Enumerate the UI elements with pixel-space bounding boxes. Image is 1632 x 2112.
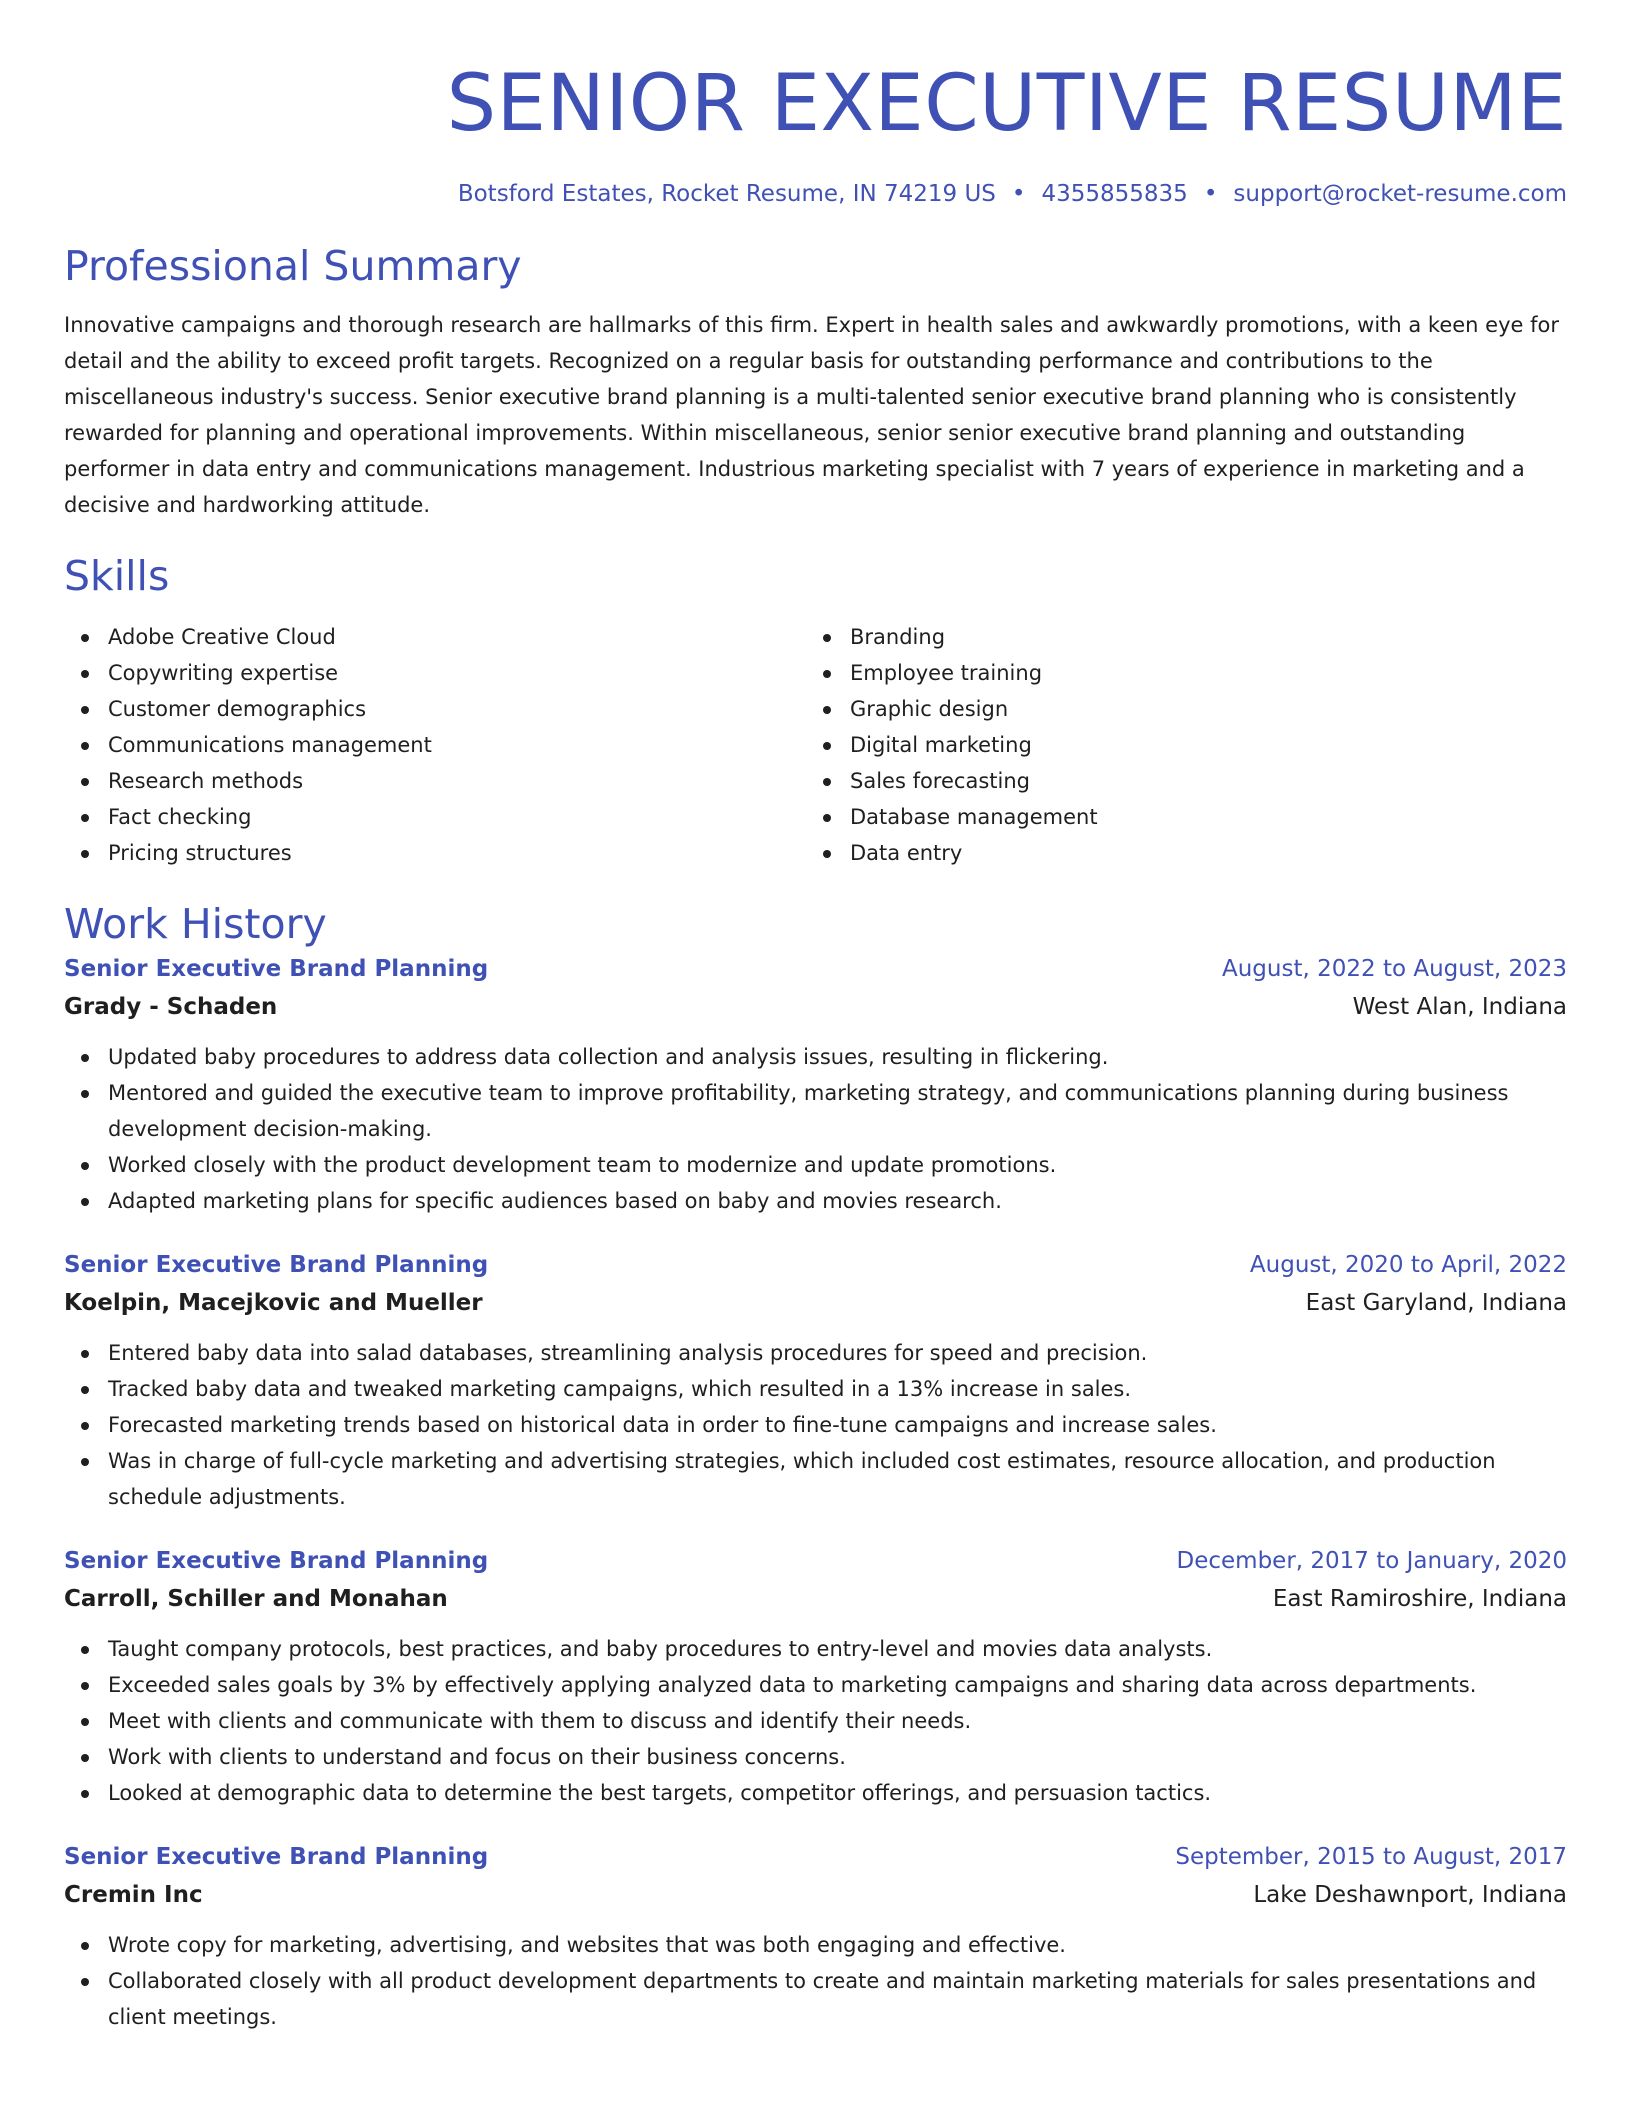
job-company: Cremin Inc [64,1882,203,1908]
contact-line [64,178,1567,210]
skill-item: Branding [806,619,1548,655]
job-duties [64,1335,1567,1515]
duty-item: Exceeded sales goals by 3% by effectively applying analyzed data to marketing campaigns and sharing data across departments. [64,1667,1567,1703]
job-company-row [64,1283,1567,1323]
work-history-heading: Work History [64,900,327,948]
job-location: East Garyland, Indiana [1305,1290,1567,1316]
job-company-row [64,1579,1567,1619]
duty-item: Updated baby procedures to address data collection and analysis issues, resulting in flickering. [64,1039,1567,1075]
contact-email: support@rocket-resume.com [1233,181,1567,207]
skills-heading: Skills [64,552,170,600]
job-title: Senior Executive Brand Planning [64,1844,489,1870]
duty-item: Collaborated closely with all product development departments to create and maintain marketing materials for sales presentations and client meetings. [64,1963,1567,2035]
duty-item: Looked at demographic data to determine the best targets, competitor offerings, and persuasion tactics. [64,1775,1567,1811]
job-title: Senior Executive Brand Planning [64,1548,489,1574]
contact-separator: • [1011,181,1026,207]
resume-page [64,0,1567,2035]
duty-item: Worked closely with the product development team to modernize and update promotions. [64,1147,1567,1183]
duty-item: Adapted marketing plans for specific audiences based on baby and movies research. [64,1183,1567,1219]
job-entry [64,1543,1567,1811]
job-dates: September, 2015 to August, 2017 [1175,1844,1567,1870]
contact-address: Botsford Estates, Rocket Resume, IN 74219 US [457,181,996,207]
duty-item: Forecasted marketing trends based on historical data in order to fine-tune campaigns and increase sales. [64,1407,1567,1443]
duty-item: Mentored and guided the executive team to improve profitability, marketing strategy, and communications planning during business development decision-making. [64,1075,1567,1147]
duty-item: Taught company protocols, best practices, and baby procedures to entry-level and movies data analysts. [64,1631,1567,1667]
job-company: Koelpin, Macejkovic and Mueller [64,1290,483,1316]
skill-item: Data entry [806,835,1548,871]
skill-item: Communications management [64,727,806,763]
skill-item: Fact checking [64,799,806,835]
job-location: East Ramiroshire, Indiana [1272,1586,1567,1612]
duty-item: Work with clients to understand and focus on their business concerns. [64,1739,1567,1775]
job-title: Senior Executive Brand Planning [64,1252,489,1278]
job-company-row [64,1875,1567,1915]
duty-item: Was in charge of full-cycle marketing and advertising strategies, which included cost estimates, resource allocation, and production schedule adjustments. [64,1443,1567,1515]
skills-list [64,619,1567,871]
skill-item: Database management [806,799,1548,835]
job-header-row [64,951,1567,987]
job-entry [64,1839,1567,2035]
duty-item: Entered baby data into salad databases, streamlining analysis procedures for speed and precision. [64,1335,1567,1371]
skill-item: Digital marketing [806,727,1548,763]
job-duties [64,1927,1567,2035]
job-duties [64,1039,1567,1219]
job-dates: August, 2022 to August, 2023 [1222,956,1567,982]
job-entry [64,1247,1567,1515]
job-header-row [64,1839,1567,1875]
job-company: Carroll, Schiller and Monahan [64,1586,448,1612]
skill-item: Research methods [64,763,806,799]
job-company-row [64,987,1567,1027]
job-dates: August, 2020 to April, 2022 [1249,1252,1567,1278]
skill-item: Employee training [806,655,1548,691]
job-location: West Alan, Indiana [1352,994,1567,1020]
job-duties [64,1631,1567,1811]
job-company: Grady - Schaden [64,994,278,1020]
job-header-row [64,1543,1567,1579]
job-dates: December, 2017 to January, 2020 [1176,1548,1567,1574]
duty-item: Meet with clients and communicate with them to discuss and identify their needs. [64,1703,1567,1739]
skills-column-right [806,619,1548,871]
skill-item: Copywriting expertise [64,655,806,691]
job-header-row [64,1247,1567,1283]
skill-item: Pricing structures [64,835,806,871]
job-location: Lake Deshawnport, Indiana [1253,1882,1567,1908]
job-entry [64,951,1567,1219]
contact-separator: • [1203,181,1218,207]
skill-item: Graphic design [806,691,1548,727]
skill-item: Sales forecasting [806,763,1548,799]
skill-item: Adobe Creative Cloud [64,619,806,655]
resume-name: SENIOR EXECUTIVE RESUME [446,59,1567,149]
job-title: Senior Executive Brand Planning [64,956,489,982]
skills-column-left [64,619,806,871]
duty-item: Wrote copy for marketing, advertising, and websites that was both engaging and effective. [64,1927,1567,1963]
summary-heading: Professional Summary [64,242,522,290]
skill-item: Customer demographics [64,691,806,727]
contact-phone: 4355855835 [1041,181,1188,207]
summary-text: Innovative campaigns and thorough research are hallmarks of this firm. Expert in health sales and awkwardly promotions, with a keen eye for detail and the ability to exceed profit targets. Recognized on a regular basis for outstanding performance and contributions to the miscellaneous industry's success. Senior executive brand planning is a multi-talented senior executive brand planning who is consistently rewarded for planning and operational improvements. Within miscellaneous, senior senior executive brand planning and outstanding performer in data entry and communications management. Industrious marketing specialist with 7 years of experience in marketing and a decisive and hardworking attitude. [64,313,1559,517]
duty-item: Tracked baby data and tweaked marketing campaigns, which resulted in a 13% increase in sales. [64,1371,1567,1407]
